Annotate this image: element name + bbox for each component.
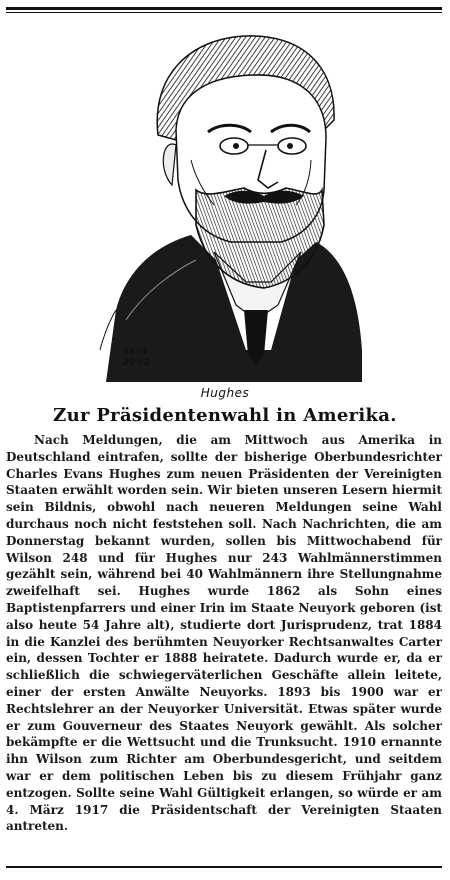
article-body: Nach Meldungen, die am Mittwoch aus Amerika in Deutschland eintrafen, sollte der bisherige Oberbundesrichter Charles Evans Hughes zum neuen Präsidenten der Vereinigten Staaten erwählt worden sein. Wir bieten unseren Lesern hiermit sein Bildnis, obwohl nach neueren Meldungen seine Wahl durchaus noch nicht feststehen soll. Nach Nachrichten, die am Donnerstag bekannt wurden, sollen bis Mittwochabend für Wilson 248 und für Hughes nur 243 Wahlmännerstimmen gezählt sein, während bei 40 Wahlmännern ihre Stellungnahme zweifelhaft sei. Hughes wurde 1862 als Sohn eines Baptistenpfarrers und einer Irin im Staate Neuyork geboren (ist also heute 54 Jahre alt), studierte dort Jurisprudenz, trat 1884 in die Kanzlei des berühmten Neuyorker Rechtsanwaltes Carter ein, dessen Tochter er 1888 heiratete. Dadurch wurde er, da er schließlich die schwiegerväterlichen Geschäfte allein leitete, einer der ersten Anwälte Neuyorks. 1893 bis 1900 war er Rechtslehrer an der Neuyorker Universität. Etwas später wurde er zum Gouverneur des Staates Neuyork gewählt. Als solcher bekämpfte er die Wettsucht und die Trunksucht. 1910 ernannte ihn Wilson zum Richter am Oberbundesgericht, und seitdem war er dem politischen Leben bis zu diesem Frühjahr ganz entzogen. Sollte seine Wahl Gültigkeit erlangen, so würde er am 4. März 1917 die Präsidentschaft der Vereinigten Staaten antreten. <box>6 433 442 834</box>
bottom-rule <box>6 866 442 868</box>
ear <box>163 144 176 185</box>
image-caption: Hughes <box>200 386 250 400</box>
signature-name: Asta <box>122 346 148 357</box>
article-headline: Zur Präsidentenwahl in Amerika. <box>53 405 397 426</box>
signature-number: 2092 <box>122 357 150 368</box>
portrait-engraving <box>96 20 366 385</box>
artist-signature <box>122 346 150 368</box>
top-rule <box>6 7 442 13</box>
